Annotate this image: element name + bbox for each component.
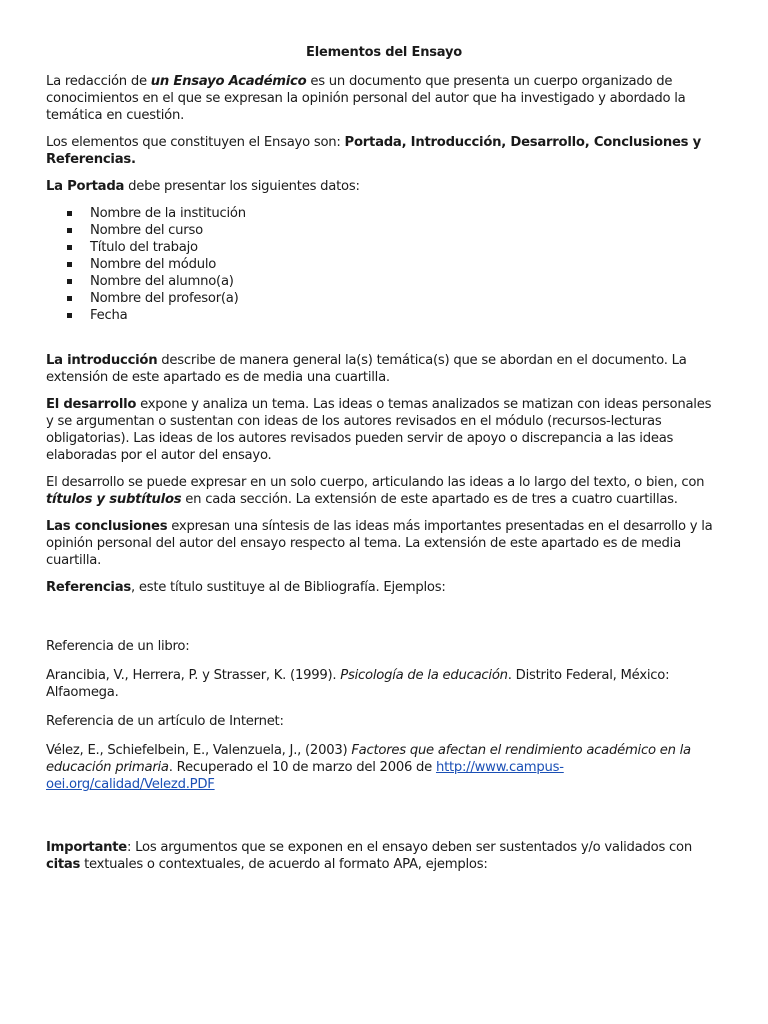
bullet-icon	[67, 245, 72, 250]
bullet-icon	[67, 313, 72, 318]
conclusiones-paragraph: Las conclusiones expresan una síntesis de las ideas más importantes presentadas en el desarrollo y la opinión personal del autor del ensayo respecto al tema. La extensión de este apartado es de media cuartilla.	[46, 519, 713, 568]
bullet-icon	[67, 296, 72, 301]
internet-reference: Vélez, E., Schiefelbein, E., Valenzuela, J., (2003) Factores que afectan el rendimiento académico en la educación primaria. Recuperado el 10 de marzo del 2006 de http://www.campus-oei.org/calidad/Velezd.PDF	[46, 743, 691, 792]
desarrollo-paragraph: El desarrollo expone y analiza un tema. Las ideas o temas analizados se matizan con ideas personales y se argumentan o sustentan con ideas de los autores revisados en el módulo (recursos-lecturas obligatorias). Las ideas de los autores revisados pueden servir de apoyo o discrepancia a las ideas elaboradas por el autor del ensayo.	[46, 397, 712, 463]
reference-link[interactable]: http://www.campus-oei.org/calidad/Velezd.PDF	[46, 760, 564, 792]
emphasis-ensayo: un Ensayo Académico	[150, 74, 307, 89]
list-item: Nombre de la institución	[67, 205, 722, 222]
bullet-icon	[67, 211, 72, 216]
list-item: Nombre del alumno(a)	[67, 273, 722, 290]
bullet-icon	[67, 262, 72, 267]
page-title: Elementos del Ensayo	[306, 45, 462, 60]
portada-paragraph: La Portada debe presentar los siguientes datos:	[46, 179, 360, 194]
introduccion-paragraph: La introducción describe de manera general la(s) temática(s) que se abordan en el documento. La extensión de este apartado es de media una cuartilla.	[46, 353, 687, 385]
list-item: Fecha	[67, 307, 722, 324]
list-item: Nombre del módulo	[67, 256, 722, 273]
intro-paragraph: La redacción de un Ensayo Académico es un documento que presenta un cuerpo organizado de conocimientos en el que se expresan la opinión personal del autor que ha investigado y abordado la temática en cuestión.	[46, 74, 686, 123]
list-item: Nombre del profesor(a)	[67, 290, 722, 307]
list-item: Título del trabajo	[67, 239, 722, 256]
importante-paragraph: Importante: Los argumentos que se exponen en el ensayo deben ser sustentados y/o validados con citas textuales o contextuales, de acuerdo al formato APA, ejemplos:	[46, 840, 692, 872]
book-reference: Arancibia, V., Herrera, P. y Strasser, K. (1999). Psicología de la educación. Distrito Federal, México: Alfaomega.	[46, 668, 670, 700]
book-reference-heading: Referencia de un libro:	[46, 639, 190, 654]
list-item: Nombre del curso	[67, 222, 722, 239]
portada-list	[46, 205, 722, 324]
desarrollo-structure-paragraph: El desarrollo se puede expresar en un solo cuerpo, articulando las ideas a lo largo del texto, o bien, con títulos y subtítulos en cada sección. La extensión de este apartado es de tres a cuatro cuartillas.	[46, 475, 705, 507]
bullet-icon	[67, 279, 72, 284]
elements-paragraph: Los elementos que constituyen el Ensayo son: Portada, Introducción, Desarrollo, Conclusiones y Referencias.	[46, 135, 701, 167]
internet-reference-heading: Referencia de un artículo de Internet:	[46, 714, 284, 729]
bullet-icon	[67, 228, 72, 233]
referencias-paragraph: Referencias, este título sustituye al de Bibliografía. Ejemplos:	[46, 580, 446, 595]
